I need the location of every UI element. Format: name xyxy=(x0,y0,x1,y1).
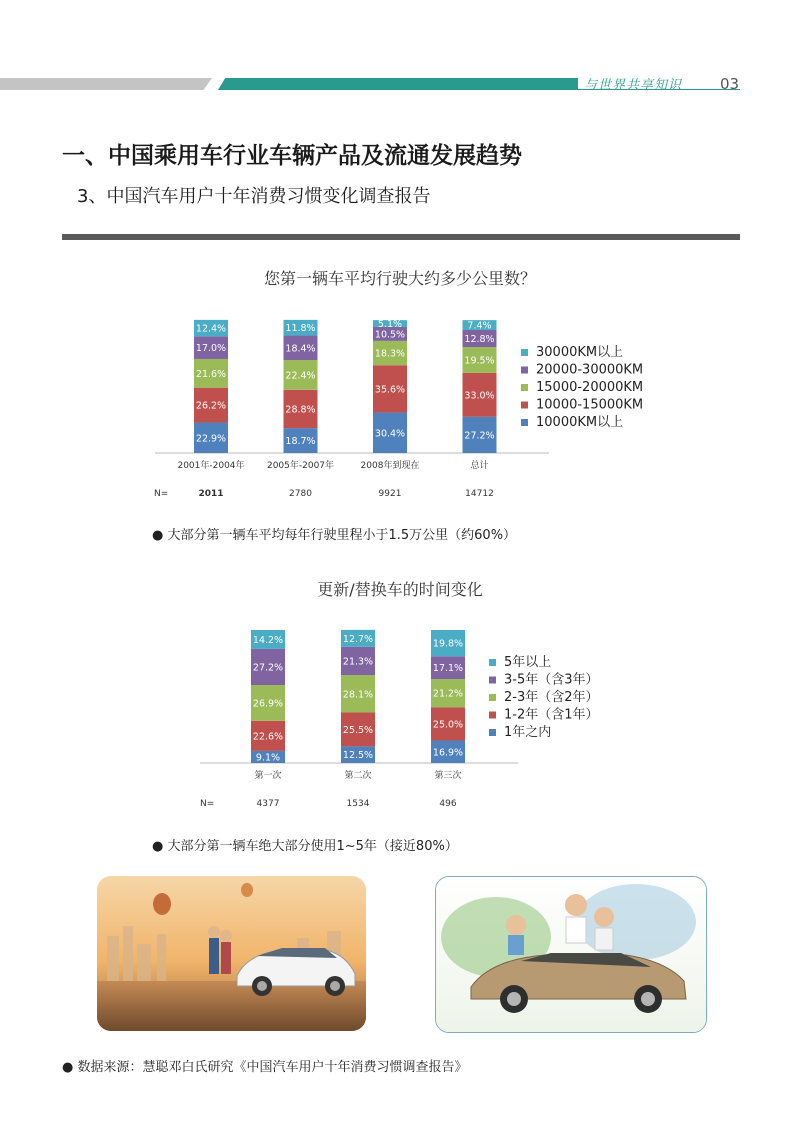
chart2-data-label: 22.6% xyxy=(252,731,284,743)
family-car-photo-right xyxy=(435,876,707,1033)
chart1-data-label: 28.8% xyxy=(285,404,316,416)
chart2-category-label: 第二次 xyxy=(344,771,372,781)
chart1-data-label: 12.4% xyxy=(195,323,227,335)
chart1-legend-swatch xyxy=(521,402,528,409)
chart1-legend-label: 10000-15000KM xyxy=(536,397,644,413)
chart1-legend-swatch xyxy=(521,419,528,426)
chart1-n-value: 14712 xyxy=(465,489,494,499)
chart2-legend-swatch xyxy=(489,677,496,684)
chart1-data-label: 35.6% xyxy=(374,384,406,396)
chart1-n-value: 2780 xyxy=(289,489,312,499)
chart1-legend-swatch xyxy=(521,349,528,356)
chart1-legend-label: 15000-20000KM xyxy=(536,380,644,395)
chart1-legend-swatch xyxy=(521,384,528,391)
chart2-note-text: 大部分第一辆车绝大部分使用1~5年（接近80%） xyxy=(167,839,458,854)
chart2-data-label: 19.8% xyxy=(432,638,464,650)
chart1-legend-label: 20000-30000KM xyxy=(536,362,644,378)
chart1-data-label: 7.4% xyxy=(467,320,492,332)
chart1-data-label: 18.3% xyxy=(374,348,406,360)
chart1-mileage xyxy=(0,310,800,510)
chart2-n-value: 1534 xyxy=(346,799,370,809)
chart2-data-label: 12.5% xyxy=(342,750,374,762)
header-teal-bar xyxy=(218,78,578,90)
chart1-data-label: 18.4% xyxy=(285,343,316,355)
chart1-data-label: 21.6% xyxy=(195,368,227,380)
chart2-data-label: 16.9% xyxy=(432,747,464,759)
chart2-replacement xyxy=(0,620,800,820)
chart1-note: ● 大部分第一辆车平均每年行驶里程小于1.5万公里（约60%） xyxy=(152,528,517,543)
chart2-category-label: 第三次 xyxy=(434,771,462,781)
chart1-n-value: 9921 xyxy=(378,489,402,499)
chart2-legend-label: 1-2年（含1年） xyxy=(504,707,599,723)
chart2-legend-swatch xyxy=(489,729,496,736)
chart2-data-label: 14.2% xyxy=(252,634,284,646)
chart1-data-label: 19.5% xyxy=(464,355,495,367)
page-number: 03 xyxy=(720,75,740,93)
chart1-n-label: N= xyxy=(154,489,169,499)
chart1-title: 您第一辆车平均行驶大约多少公里数？ xyxy=(263,269,536,288)
chart1-legend-label: 10000KM以上 xyxy=(536,415,624,430)
chart2-legend-swatch xyxy=(489,694,496,701)
chart2-data-label: 21.2% xyxy=(432,688,464,700)
chart2-note: ● 大部分第一辆车绝大部分使用1~5年（接近80%） xyxy=(152,839,458,854)
chart1-data-label: 33.0% xyxy=(464,390,495,402)
chart1-category-label: 2008年到现在 xyxy=(360,461,420,471)
chart2-data-label: 27.2% xyxy=(252,662,284,674)
chart2-data-label: 9.1% xyxy=(255,752,281,764)
chart2-data-label: 12.7% xyxy=(342,633,374,645)
chart2-n-value: 496 xyxy=(439,799,457,809)
chart2-data-label: 25.5% xyxy=(342,724,374,736)
chart1-data-label: 22.4% xyxy=(285,370,316,382)
source-note: ● 数据来源：慧聪邓白氏研究《中国汽车用户十年消费习惯调查报告》 xyxy=(62,1060,468,1075)
chart1-data-label: 17.0% xyxy=(195,343,227,355)
chart1-category-label: 总计 xyxy=(470,461,489,471)
chart2-legend-label: 2-3年（含2年） xyxy=(504,690,599,705)
chart2-n-value: 4377 xyxy=(256,799,280,809)
chart2-data-label: 25.0% xyxy=(432,719,464,731)
chart1-n-value: 2011 xyxy=(198,489,224,499)
chart1-data-label: 26.2% xyxy=(195,400,227,412)
family-car-photo-left xyxy=(97,876,366,1031)
section-title: 一、中国乘用车行业车辆产品及流通发展趋势 xyxy=(62,143,522,169)
subsection-title: 3、中国汽车用户十年消费习惯变化调查报告 xyxy=(77,186,431,207)
header-grey-bar xyxy=(0,78,212,90)
chart2-legend-label: 3-5年（含3年） xyxy=(504,672,599,688)
chart2-data-label: 28.1% xyxy=(342,689,374,701)
chart1-category-label: 2005年-2007年 xyxy=(266,461,335,471)
chart2-data-label: 17.1% xyxy=(432,663,464,675)
chart2-n-label: N= xyxy=(200,799,215,809)
chart1-category-label: 2001年-2004年 xyxy=(177,461,245,471)
header-slogan: 与世界共享知识 xyxy=(584,78,683,93)
chart2-legend-swatch xyxy=(489,712,496,719)
chart2-legend-label: 1年之内 xyxy=(504,725,552,740)
chart1-data-label: 30.4% xyxy=(374,428,406,440)
chart1-legend-swatch xyxy=(521,367,528,374)
chart1-data-label: 10.5% xyxy=(374,329,406,341)
chart2-legend-label: 5年以上 xyxy=(504,655,552,670)
chart2-legend-swatch xyxy=(489,659,496,666)
chart2-data-label: 26.9% xyxy=(252,698,284,710)
chart1-data-label: 22.9% xyxy=(195,433,227,445)
chart1-data-label: 11.8% xyxy=(285,323,316,335)
chart2-title: 更新/替换车的时间变化 xyxy=(317,580,483,599)
chart2-category-label: 第一次 xyxy=(254,771,282,781)
source-note-text: 数据来源：慧聪邓白氏研究《中国汽车用户十年消费习惯调查报告》 xyxy=(77,1060,468,1075)
chart1-legend-label: 30000KM以上 xyxy=(536,345,624,360)
chart1-data-label: 27.2% xyxy=(464,430,495,442)
chart1-data-label: 5.1% xyxy=(377,319,403,331)
chart1-data-label: 12.8% xyxy=(464,333,495,345)
title-rule xyxy=(62,234,740,240)
chart2-data-label: 21.3% xyxy=(342,656,374,668)
chart1-note-text: 大部分第一辆车平均每年行驶里程小于1.5万公里（约60%） xyxy=(167,528,517,543)
chart1-data-label: 18.7% xyxy=(285,436,316,448)
